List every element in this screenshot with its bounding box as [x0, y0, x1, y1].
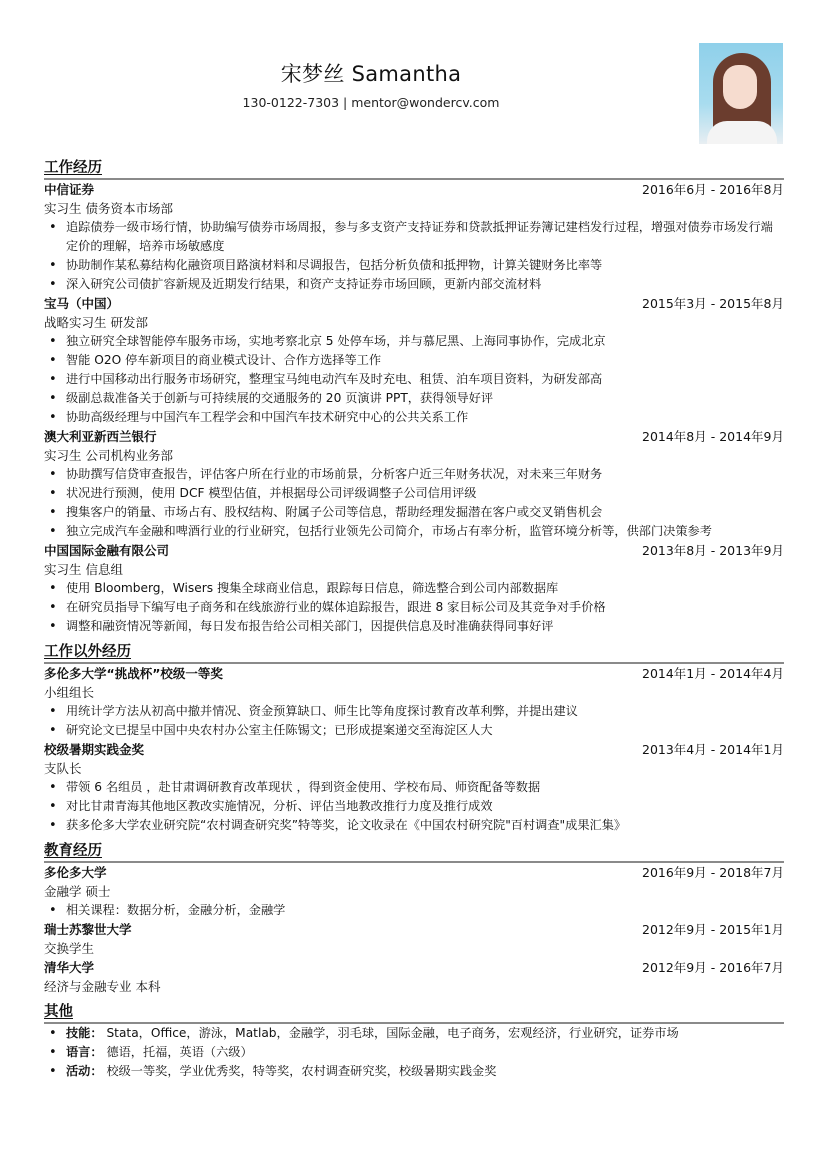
section-education	[44, 841, 784, 996]
entry-date: 2013年4月 - 2014年1月	[642, 742, 784, 757]
item-value: 校级一等奖，学业优秀奖，特等奖，农村调查研究奖，校级暑期实践金奖	[106, 1064, 497, 1078]
entry-date: 2015年3月 - 2015年8月	[642, 296, 784, 311]
photo-shirt	[707, 121, 777, 144]
bullet-list	[44, 1024, 784, 1081]
bullet-item: • 带领 6 名组员 ，赴甘肃调研教育改革现状 ，得到资金使用、学校布局、师资配备等数据	[44, 778, 784, 797]
entry-date: 2016年6月 - 2016年8月	[642, 182, 784, 197]
bullet-list	[44, 901, 784, 920]
entry-org: 清华大学	[44, 960, 95, 975]
entry-org: 多伦多大学“挑战杯”校级一等奖	[44, 666, 223, 681]
section-title: 其他	[44, 1002, 784, 1024]
bullet-list	[44, 778, 784, 835]
bullet-item: • 调整和融资情况等新闻，每日发布报告给公司相关部门，因提供信息及时准确获得同事好评	[44, 617, 784, 636]
bullet-item: • 协助撰写信贷审查报告，评估客户所在行业的市场前景，分析客户近三年财务状况，对未来三年财务	[44, 465, 784, 484]
entry-role: 战略实习生 研发部	[44, 315, 148, 330]
item-value: 德语，托福，英语（六级）	[106, 1045, 253, 1059]
entry-org: 多伦多大学	[44, 865, 107, 880]
extra-entry	[44, 664, 784, 740]
entry-org: 澳大利亚新西兰银行	[44, 429, 157, 444]
section-extracurricular	[44, 642, 784, 835]
skills-item	[44, 1024, 784, 1043]
section-title: 教育经历	[44, 841, 784, 863]
entry-role: 小组组长	[44, 685, 95, 700]
entry-head	[44, 740, 784, 759]
bullet-item: • 级副总裁准备关于创新与可持续展的交通服务的 20 页演讲 PPT，获得领导好评	[44, 389, 784, 408]
entry-role: 实习生 公司机构业务部	[44, 448, 173, 463]
entry-role: 支队长	[44, 761, 82, 776]
bullet-item: • 对比甘肃青海其他地区教改实施情况，分析、评估当地教改推行力度及推行成效	[44, 797, 784, 816]
entry-org: 中国国际金融有限公司	[44, 543, 170, 558]
resume-content	[44, 152, 784, 1081]
bullet-item: • 独立完成汽车金融和啤酒行业的行业研究，包括行业领先公司简介，市场占有率分析，监管环境分析等，供部门决策参考	[44, 522, 784, 541]
entry-org: 校级暑期实践金奖	[44, 742, 145, 757]
bullet-item: • 协助制作某私募结构化融资项目路演材料和尽调报告，包括分析负债和抵押物，计算关键财务比率等	[44, 256, 784, 275]
bullet-item: • 研究论文已提呈中国中央农村办公室主任陈锡文；已形成提案递交至海淀区人大	[44, 721, 784, 740]
education-entry	[44, 958, 784, 996]
bullet-item: • 状况进行预测，使用 DCF 模型估值，并根据母公司评级调整子公司信用评级	[44, 484, 784, 503]
entry-date: 2016年9月 - 2018年7月	[642, 865, 784, 880]
entry-org: 宝马（中国）	[44, 296, 120, 311]
languages-item	[44, 1043, 784, 1062]
entry-org: 瑞士苏黎世大学	[44, 922, 132, 937]
entry-date: 2013年8月 - 2013年9月	[642, 543, 784, 558]
bullet-item: • 在研究员指导下编写电子商务和在线旅游行业的媒体追踪报告，跟进 8 家目标公司及其竞争对手价格	[44, 598, 784, 617]
bullet-item: • 搜集客户的销量、市场占有、股权结构、附属子公司等信息，帮助经理发掘潜在客户或交叉销售机会	[44, 503, 784, 522]
education-entry	[44, 863, 784, 920]
section-title: 工作以外经历	[44, 642, 784, 664]
bullet-list	[44, 332, 784, 427]
entry-date: 2014年1月 - 2014年4月	[642, 666, 784, 681]
bullet-item: • 相关课程：数据分析，金融分析，金融学	[44, 901, 784, 920]
entry-head	[44, 920, 784, 939]
photo-face	[723, 65, 757, 109]
entry-head	[44, 664, 784, 683]
bullet-item: • 深入研究公司债扩容新规及近期发行结果，和资产支持证券市场回顾，更新内部交流材料	[44, 275, 784, 294]
item-label: 语言：	[66, 1045, 103, 1059]
entry-role: 经济与金融专业 本科	[44, 979, 161, 994]
bullet-item: • 进行中国移动出行服务市场研究，整理宝马纯电动汽车及时充电、租赁、泊车项目资料，为研发部高	[44, 370, 784, 389]
candidate-name: 宋梦丝 Samantha	[280, 62, 462, 86]
entry-date: 2012年9月 - 2016年7月	[642, 960, 784, 975]
entry-head	[44, 541, 784, 560]
resume-header	[44, 58, 784, 113]
entry-role: 实习生 债务资本市场部	[44, 201, 173, 216]
entry-role: 交换学生	[44, 941, 95, 956]
bullet-item: • 协助高级经理与中国汽车工程学会和中国汽车技术研究中心的公共关系工作	[44, 408, 784, 427]
bullet-item: • 独立研究全球智能停车服务市场，实地考察北京 5 处停车场，并与慕尼黑、上海同事协作，完成北京	[44, 332, 784, 351]
entry-head	[44, 958, 784, 977]
entry-head	[44, 294, 784, 313]
section-other	[44, 1002, 784, 1081]
item-value: Stata，Office，游泳，Matlab，金融学，羽毛球，国际金融，电子商务，宏观经济，行业研究，证券市场	[106, 1026, 679, 1040]
entry-role: 金融学 硕士	[44, 884, 111, 899]
bullet-item: • 使用 Bloomberg，Wisers 搜集全球商业信息，跟踪每日信息，筛选整合到公司内部数据库	[44, 579, 784, 598]
bullet-list	[44, 465, 784, 541]
entry-date: 2014年8月 - 2014年9月	[642, 429, 784, 444]
bullet-list	[44, 579, 784, 636]
work-entry	[44, 541, 784, 636]
extra-entry	[44, 740, 784, 835]
entry-org: 中信证券	[44, 182, 95, 197]
bullet-item: • 智能 O2O 停车新项目的商业模式设计、合作方选择等工作	[44, 351, 784, 370]
activities-item	[44, 1062, 784, 1081]
entry-head	[44, 863, 784, 882]
work-entry	[44, 294, 784, 427]
entry-date: 2012年9月 - 2015年1月	[642, 922, 784, 937]
bullet-item: • 追踪债券一级市场行情，协助编写债券市场周报，参与多支资产支持证券和贷款抵押证券簿记建档发行过程，增强对债券市场发行端定价的理解，培养市场敏感度	[44, 218, 784, 256]
bullet-list	[44, 218, 784, 294]
education-entry	[44, 920, 784, 958]
entry-head	[44, 180, 784, 199]
contact-info: 130-0122-7303 | mentor@wondercv.com	[242, 95, 500, 110]
section-work-experience	[44, 158, 784, 636]
bullet-item: • 获多伦多大学农业研究院“农村调查研究奖”特等奖，论文收录在《中国农村研究院"百村调查"成果汇集》	[44, 816, 784, 835]
bullet-list	[44, 702, 784, 740]
profile-photo	[699, 43, 783, 144]
section-title: 工作经历	[44, 158, 784, 180]
entry-head	[44, 427, 784, 446]
item-label: 技能：	[66, 1026, 103, 1040]
work-entry	[44, 427, 784, 541]
work-entry	[44, 180, 784, 294]
bullet-item: • 用统计学方法从初高中撤并情况、资金预算缺口、师生比等角度探讨教育改革利弊，并提出建议	[44, 702, 784, 721]
item-label: 活动：	[66, 1064, 103, 1078]
entry-role: 实习生 信息组	[44, 562, 123, 577]
